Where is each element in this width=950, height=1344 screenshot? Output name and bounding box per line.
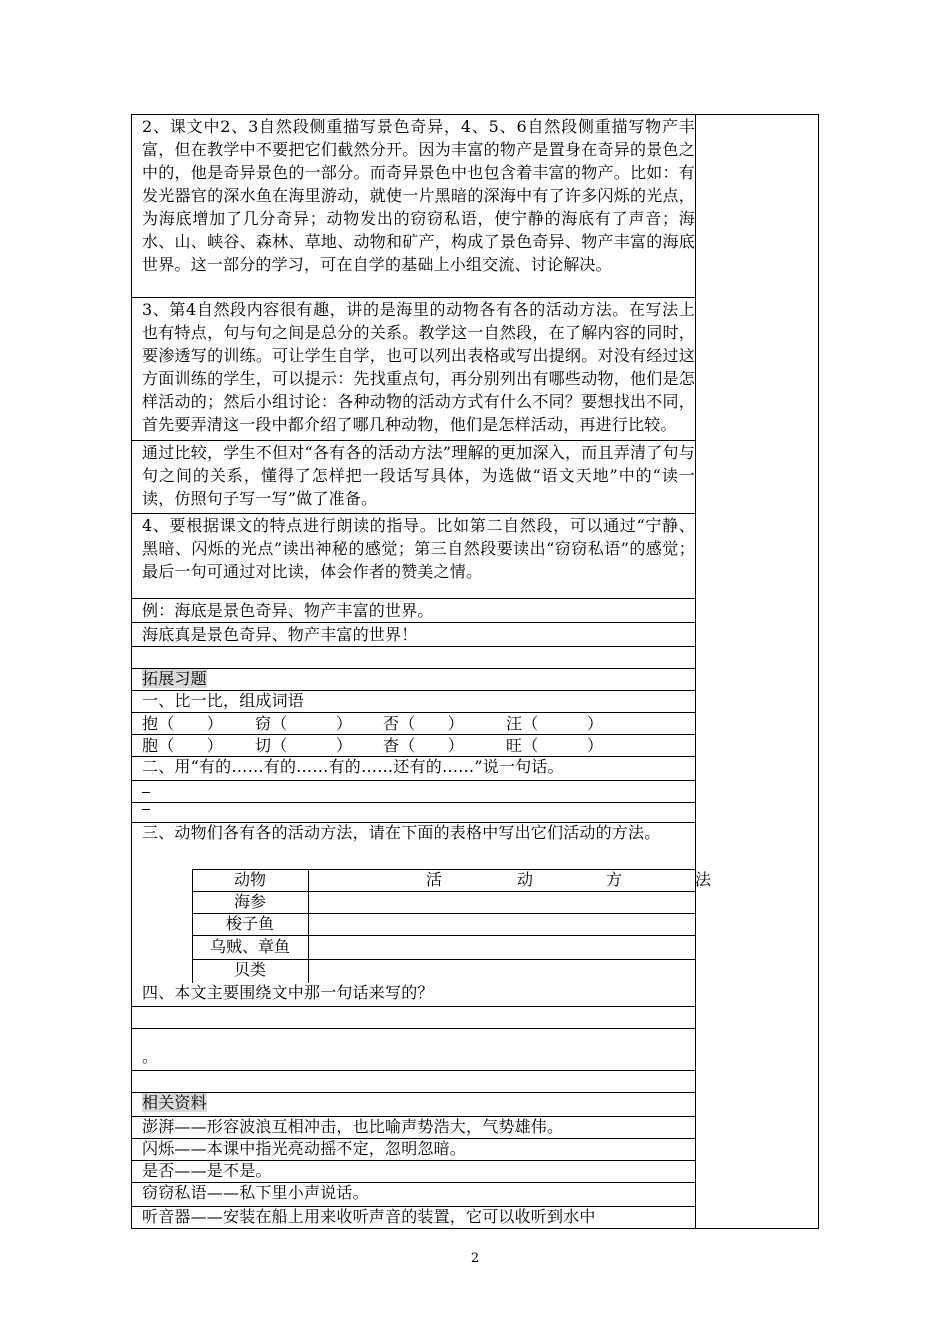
paragraph-3-text: 3、第4自然段内容很有趣，讲的是海里的动物各有各的活动方法。在写法上也有特点，句与句之间是总分的关系。教学这一自然段，在了解内容的同时，要渗透写的训练。可让学生自学，也可以列出表格或写出提纲。对没有经过这方面训练的学生，可以提示：先找重点句，再分别列出有哪些动物，他们是怎样活动的；然后小组讨论：各种动物的活动方式有什么不同？要想找出不同，首先要弄清这一段中都介绍了哪几种动物，他们是怎样活动，再进行比较。 <box>142 300 695 434</box>
activity-table <box>192 869 711 983</box>
header-char-4: 法 <box>694 870 711 889</box>
question-4-text: 四、本文主要围绕文中那一句话来写的？ <box>142 983 434 1002</box>
exercises-heading-row <box>132 669 695 691</box>
blank-row-2 <box>132 1071 695 1093</box>
word-blank-2-1[interactable]: 胞（ ） <box>142 736 224 755</box>
lesson-table <box>131 114 819 1229</box>
word-blank-2-4[interactable]: 旺（ ） <box>506 736 604 755</box>
answer-dash <box>142 792 150 793</box>
answer-line-2[interactable] <box>132 803 695 823</box>
example-1 <box>132 599 695 623</box>
word-blank-1-1[interactable]: 抱（ ） <box>142 714 224 733</box>
word-blank-1-3[interactable]: 否（ ） <box>383 714 465 733</box>
answer-dash <box>142 809 150 810</box>
answer-line-1[interactable] <box>132 781 695 803</box>
answer-line-4[interactable] <box>132 1029 695 1071</box>
word-blank-1-4[interactable]: 汪（ ） <box>506 714 604 733</box>
resource-item <box>132 1207 695 1229</box>
resource-item <box>132 1139 695 1161</box>
answer-line-3[interactable] <box>132 1007 695 1029</box>
paragraph-4 <box>132 514 695 599</box>
example-2-text: 海底真是景色奇异、物产丰富的世界！ <box>142 625 418 644</box>
header-char-2: 动 <box>516 870 533 889</box>
paragraph-3b <box>132 441 695 514</box>
animal-sea-cucumber: 海参 <box>233 892 266 911</box>
example-1-text: 例：海底是景色奇异、物产丰富的世界。 <box>142 601 434 620</box>
resource-item <box>132 1183 695 1207</box>
resource-item-text: 闪烁——本课中指光亮动摇不定，忽明忽暗。 <box>142 1139 467 1158</box>
question-2-text: 二、用“有的……有的……有的……还有的……”说一句话。 <box>142 757 564 776</box>
header-animal: 动物 <box>233 870 266 889</box>
blank-row <box>132 647 695 669</box>
animal-swimming-crab: 梭子鱼 <box>225 914 274 933</box>
animal-shellfish: 贝类 <box>233 960 266 979</box>
question-1 <box>132 691 695 713</box>
example-2 <box>132 623 695 647</box>
header-char-3: 方 <box>605 870 622 889</box>
resource-item <box>132 1161 695 1183</box>
word-blank-1-2[interactable]: 窃（ ） <box>255 714 353 733</box>
question-3 <box>132 823 695 869</box>
paragraph-3b-text: 通过比较，学生不但对“各有各的活动方法”理解的更加深入，而且弄清了句与句之间的关系，懂得了怎样把一段话写具体，为选做“语文天地”中的“读一读，仿照句子写一写”做了准备。 <box>142 443 695 508</box>
word-blank-2-3[interactable]: 杳（ ） <box>383 736 465 755</box>
question-1-text: 一、比一比，组成词语 <box>142 691 305 710</box>
method-cell-1[interactable] <box>309 892 695 913</box>
main-column <box>132 115 711 1228</box>
page-number: 2 <box>470 1251 480 1266</box>
method-cell-2[interactable] <box>309 914 695 935</box>
animal-squid-octopus: 乌贼、章鱼 <box>209 937 290 956</box>
word-blank-2-2[interactable]: 切（ ） <box>255 736 353 755</box>
resource-item-text: 窃窃私语——私下里小声说话。 <box>142 1183 369 1202</box>
resource-item <box>132 1117 695 1139</box>
resource-item-text: 听音器——安装在船上用来收听声音的装置，它可以收听到水中 <box>142 1207 596 1226</box>
answer-period: 。 <box>142 1047 159 1066</box>
paragraph-4-text: 4、要根据课文的特点进行朗读的指导。比如第二自然段，可以通过“宁静、黑暗、闪烁的光点”读出神秘的感觉；第三自然段要读出“窃窃私语”的感觉；最后一句可通过对比读，体会作者的赞美之情。 <box>142 516 695 581</box>
paragraph-3 <box>132 298 695 441</box>
word-row-2 <box>132 735 695 757</box>
resource-item-text: 澎湃——形容波浪互相冲击，也比喻声势浩大，气势雄伟。 <box>142 1117 564 1136</box>
question-2 <box>132 757 695 781</box>
resources-heading-row <box>132 1093 695 1117</box>
resources-heading: 相关资料 <box>142 1093 207 1112</box>
method-cell-3[interactable] <box>309 936 695 959</box>
question-4 <box>132 983 695 1007</box>
exercises-heading: 拓展习题 <box>142 669 207 688</box>
paragraph-2 <box>132 115 695 298</box>
question-3-text: 三、动物们各有各的活动方法，请在下面的表格中写出它们活动的方法。 <box>142 823 661 842</box>
header-char-1: 活 <box>425 870 442 889</box>
resource-item-text: 是否——是不是。 <box>142 1161 272 1180</box>
word-row-1 <box>132 713 695 735</box>
method-cell-4[interactable] <box>309 960 695 983</box>
paragraph-2-text: 2、课文中2、3自然段侧重描写景色奇异，4、5、6自然段侧重描写物产丰富，但在教学中不要把它们截然分开。因为丰富的物产是置身在奇异的景色之中的，他是奇异景色的一部分。而奇异景色中也包含着丰富的物产。比如：有发光器官的深水鱼在海里游动，就使一片黑暗的深海中有了许多闪烁的光点，为海底增加了几分奇异；动物发出的窃窃私语，使宁静的海底有了声音；海水、山、峡谷、森林、草地、动物和矿产，构成了景色奇异、物产丰富的海底世界。这一部分的学习，可在自学的基础上小组交流、讨论解决。 <box>142 117 695 274</box>
